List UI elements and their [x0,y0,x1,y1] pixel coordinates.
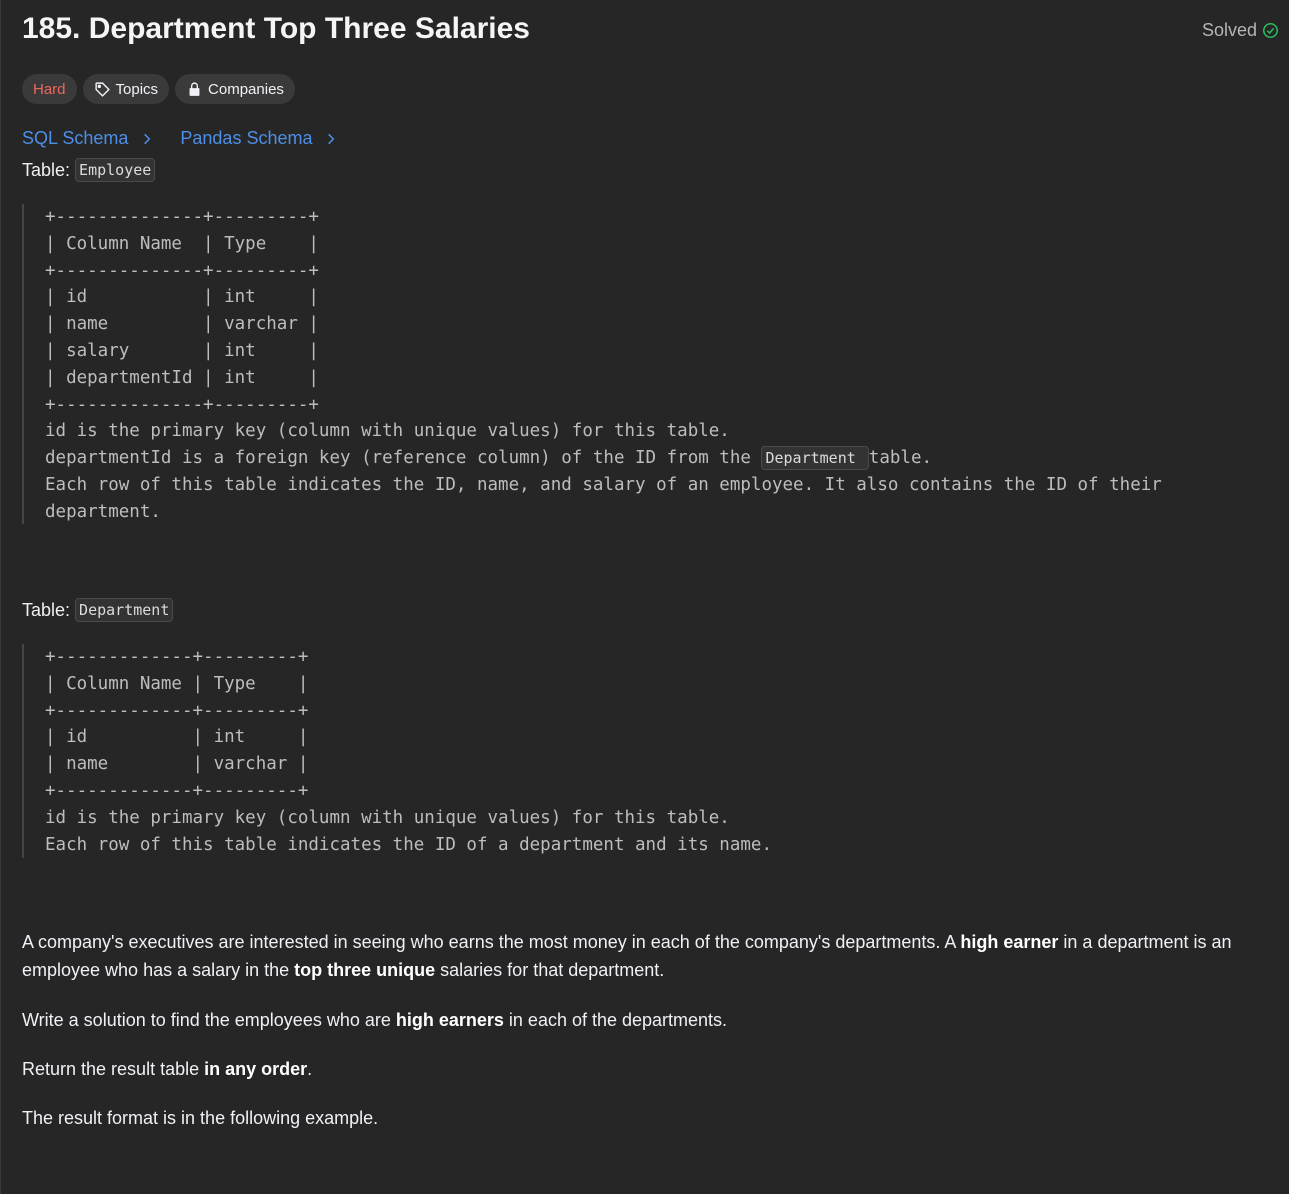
difficulty-badge[interactable] [22,74,77,104]
schema-links [22,128,338,149]
check-circle-icon [1262,22,1279,39]
panel-left-border [0,0,1,1194]
department-note-primary-key: id is the primary key (column with unique values) for this table. [45,807,730,828]
employee-note-primary-key: id is the primary key (column with unique values) for this table. [45,421,730,442]
topics-label: Topics [115,80,159,98]
department-note-row: Each row of this table indicates the ID of a department and its name. [45,834,772,855]
companies-label: Companies [208,80,284,98]
solved-status [1202,20,1279,41]
text: Write a solution to find the employees who are [22,1010,396,1030]
chevron-right-icon [324,132,338,146]
employee-note-row-cont: department. [45,501,161,522]
department-schema-table: +-------------+---------+ | Column Name | Type | +-------------+---------+ | id | int | | name | varchar | +-------------+---------+ [45,647,309,801]
emphasis: high earners [395,1010,504,1030]
sql-schema-link[interactable] [22,128,154,149]
pandas-schema-label: Pandas Schema [180,128,313,148]
text: A company's executives are interested in seeing who earns the most money in each of the company's departments. A [22,932,961,952]
problem-tags [22,74,295,104]
sql-schema-label: SQL Schema [22,128,129,148]
department-schema-block [22,644,772,858]
department-chip: Department [761,446,868,470]
lock-icon [186,81,203,98]
table-label: Table: [22,599,71,620]
text: Return the result table [22,1059,205,1079]
department-table-name: Department [75,598,173,622]
employee-table-name: Employee [75,158,155,182]
emphasis: in any order [204,1059,308,1079]
solved-label: Solved [1201,20,1257,40]
topics-button[interactable] [83,74,170,104]
text: . [307,1059,313,1079]
note-text: table. [868,448,933,469]
text: in each of the departments. [503,1010,728,1030]
order-paragraph [22,1055,1277,1083]
task-paragraph [22,1006,1277,1034]
companies-button[interactable] [175,74,295,104]
problem-title: 185. Department Top Three Salaries [22,12,530,45]
tag-icon [94,81,111,98]
department-table-heading [22,598,173,622]
employee-schema-block [22,204,1162,524]
difficulty-label: Hard [33,80,66,98]
format-paragraph: The result format is in the following example. [22,1108,379,1128]
emphasis: high earner [960,932,1059,952]
pandas-schema-link[interactable] [180,128,338,149]
text: in a department is an employee who has a salary in the [22,932,1232,980]
emphasis: top three unique [294,960,436,980]
note-text: departmentId is a foreign key (reference column) of the ID from the [45,448,762,469]
employee-schema-table: +--------------+---------+ | Column Name | Type | +--------------+---------+ | id | int | | name | varchar | | salary | int | | departmentId | int | +--------------+---------+ [45,207,319,415]
employee-note-row: Each row of this table indicates the ID, name, and salary of an employee. It also contains the ID of their [45,474,1162,495]
employee-table-heading [22,158,155,182]
description-paragraph [22,928,1277,984]
employee-note-foreign-key [45,445,1162,472]
chevron-right-icon [140,132,154,146]
text: salaries for that department. [435,960,665,980]
table-label: Table: [22,159,71,180]
